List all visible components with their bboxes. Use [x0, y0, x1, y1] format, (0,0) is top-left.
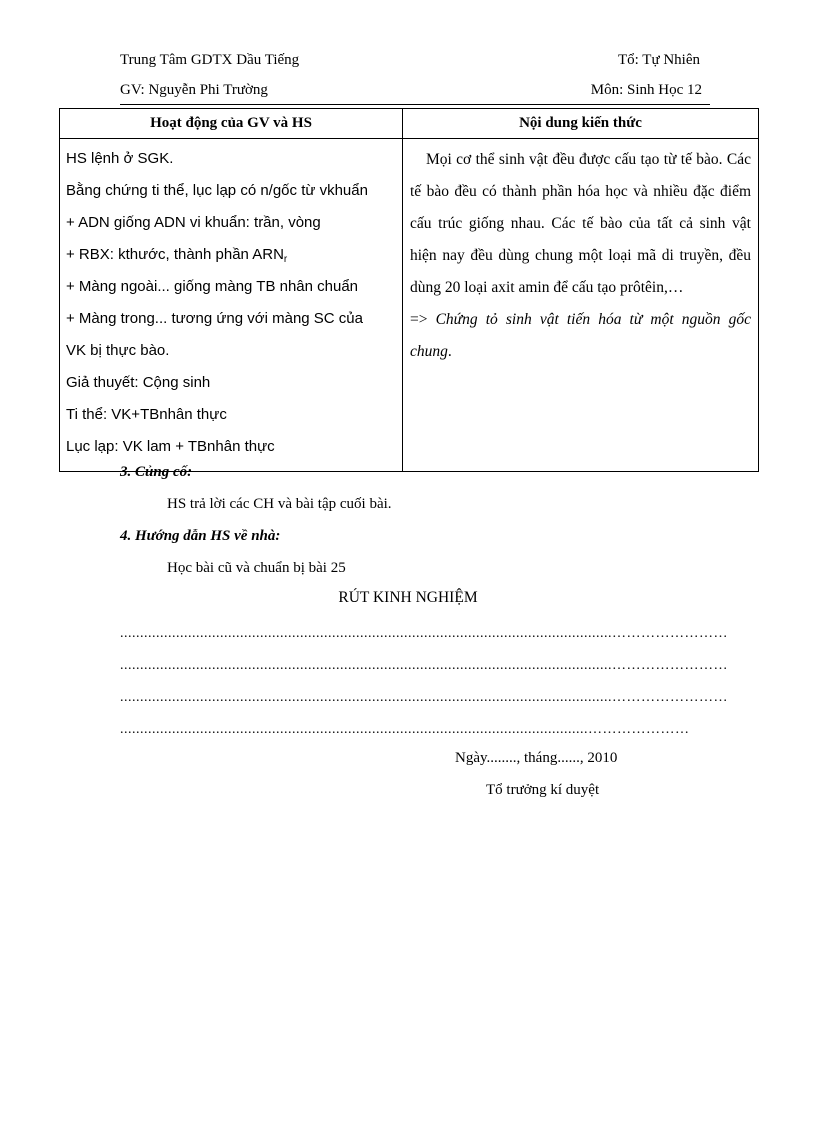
section3-title: 3. Củng cố: — [120, 464, 193, 480]
section4-text: Học bài cũ và chuẩn bị bài 25 — [167, 560, 346, 576]
content-text — [403, 139, 758, 368]
signature-date: Ngày........, tháng......, 2010 — [455, 750, 618, 766]
activity-line: Bằng chứng ti thể, lục lạp có n/gốc từ vkhuẩn — [66, 182, 368, 199]
content-cell — [403, 139, 759, 472]
activity-line: Ti thể: VK+TBnhân thực — [66, 406, 227, 423]
conclusion-arrow: => — [410, 311, 436, 328]
activity-lines — [60, 139, 402, 471]
subject-name: Môn: Sinh Học 12 — [590, 82, 702, 98]
review-line: ...........................................................................................................................…………………… — [120, 690, 728, 705]
activity-line: HS lệnh ở SGK. — [66, 150, 174, 167]
conclusion-end: . — [447, 343, 452, 360]
col1-header: Hoạt động của GV và HS — [60, 109, 403, 139]
activity-line: Giả thuyết: Cộng sinh — [66, 374, 211, 391]
conclusion-text: Chứng tỏ sinh vật tiến hóa từ một nguồn gốc chung — [410, 311, 751, 360]
activity-line — [66, 241, 402, 273]
section3-text: HS trả lời các CH và bài tập cuối bài. — [167, 496, 392, 512]
lesson-table — [59, 108, 759, 472]
header-row-2 — [120, 82, 710, 105]
conclusion-line — [410, 304, 751, 368]
activity-line: + Màng trong... tương ứng với màng SC của — [66, 310, 363, 327]
content-paragraph: Mọi cơ thể sinh vật đều được cấu tạo từ tế bào. Các tế bào đều có thành phần hóa học và nhiều đặc điểm cấu trúc giống nhau. Các tế bào của tất cả sinh vật hiện nay đều dùng chung một loại mã di truyền, đều dùng 20 loại axit amin để cấu tạo prôtêin,… — [410, 151, 751, 296]
signature-approver: Tổ trưởng kí duyệt — [486, 782, 600, 798]
activity-line: + ADN giống ADN vi khuẩn: trần, vòng — [66, 214, 321, 231]
review-line: ...........................................................................................................................…………………… — [120, 658, 728, 673]
activity-line: Lục lạp: VK lam + TBnhân thực — [66, 438, 275, 455]
review-line: .....................................................................................................................………………… — [120, 722, 690, 737]
review-title: RÚT KINH NGHIỆM — [338, 589, 478, 606]
group-name: Tổ: Tự Nhiên — [617, 52, 700, 68]
header-row-1 — [120, 52, 708, 74]
subscript-r: r — [283, 254, 288, 265]
teacher-name: GV: Nguyễn Phi Trường — [120, 82, 268, 98]
activity-line-text: + RBX: kthước, thành phần ARN — [66, 246, 284, 263]
activity-cell — [60, 139, 403, 472]
col2-header: Nội dung kiến thức — [403, 109, 759, 139]
section4-title: 4. Hướng dẫn HS về nhà: — [120, 528, 281, 544]
activity-line: + Màng ngoài... giống màng TB nhân chuẩn — [66, 278, 359, 295]
center-name: Trung Tâm GDTX Dầu Tiếng — [120, 52, 300, 68]
review-line: ...........................................................................................................................…………………… — [120, 626, 728, 641]
activity-line: VK bị thực bào. — [66, 342, 170, 359]
